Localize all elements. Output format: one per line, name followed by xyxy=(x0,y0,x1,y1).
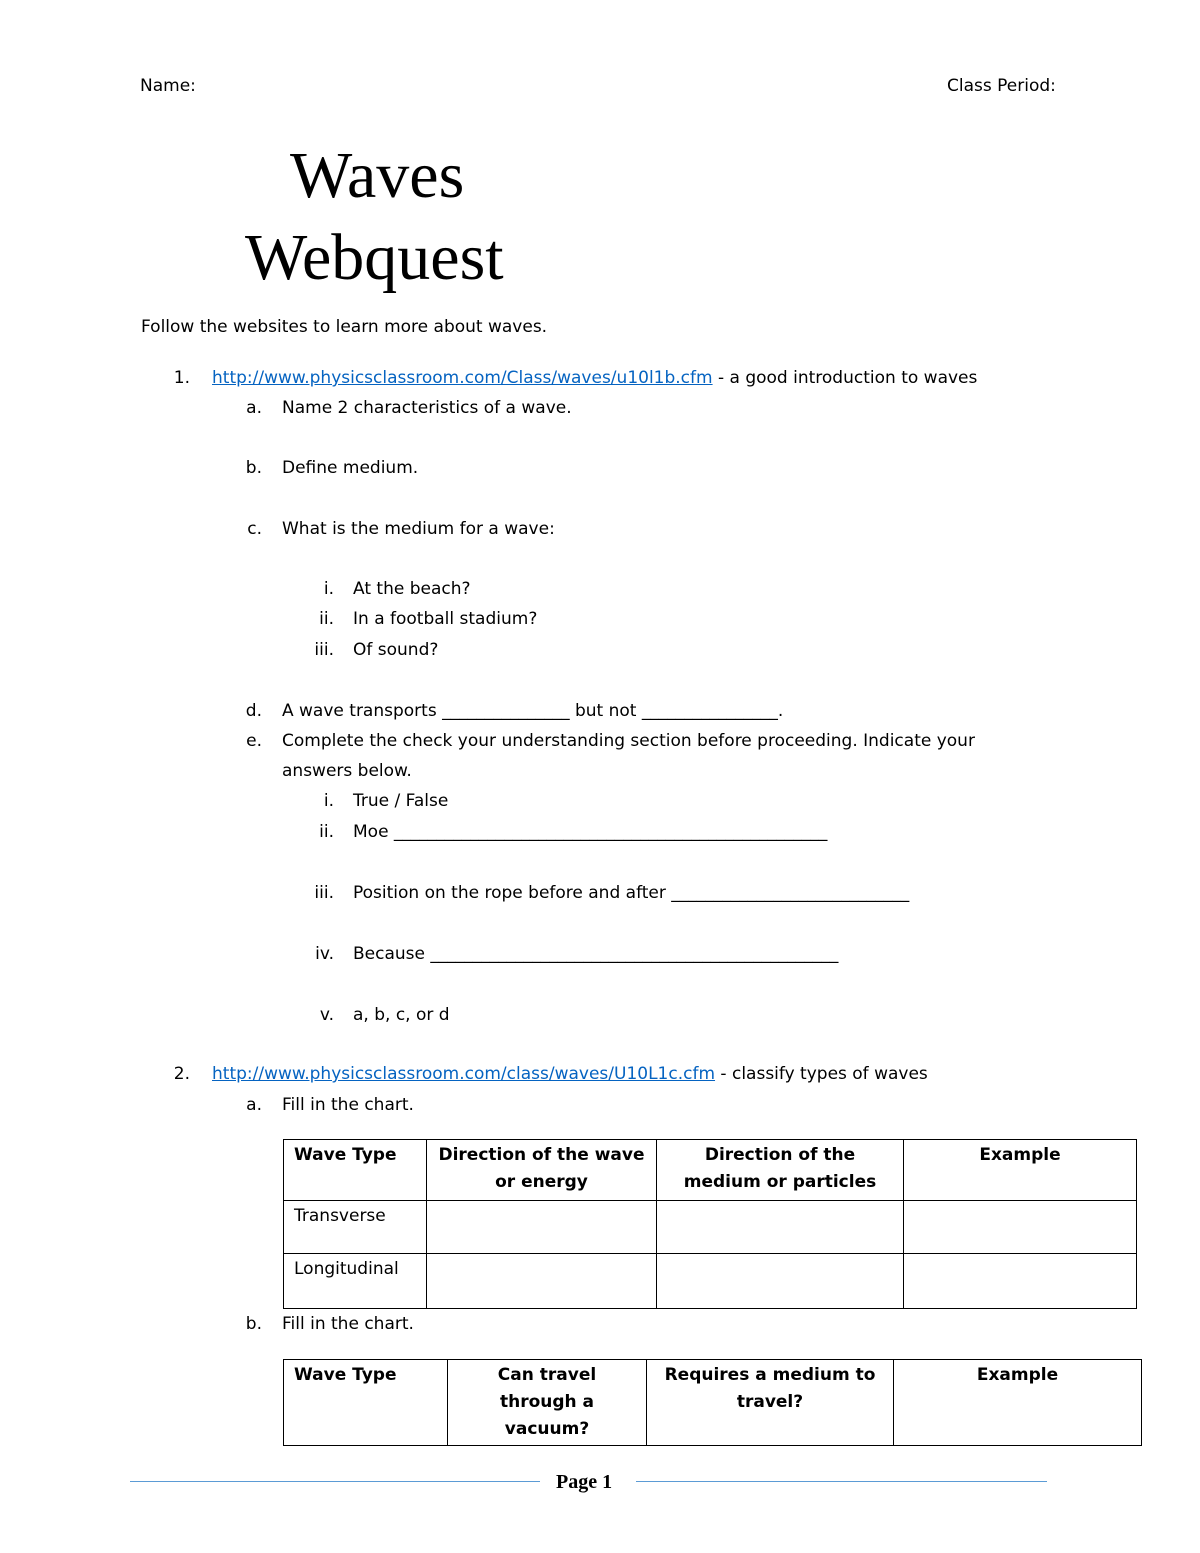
page-title-line2: Webquest xyxy=(245,221,504,294)
table1-cell-transverse-direction-medium[interactable] xyxy=(657,1201,904,1254)
q1e-ii-text: Moe ___________________________________________________ xyxy=(353,822,828,842)
q1e-iii-text: Position on the rope before and after ____________________________ xyxy=(353,883,910,903)
table1-cell-longitudinal-direction-medium[interactable] xyxy=(657,1254,904,1309)
q2b-text: Fill in the chart. xyxy=(282,1314,414,1334)
q1b-text: Define medium. xyxy=(282,458,419,478)
q1-marker: 1. xyxy=(173,368,190,388)
table1-header-direction-medium: Direction of the medium or particles xyxy=(657,1140,904,1201)
page-title-line1: Waves xyxy=(290,139,465,212)
q2-link[interactable]: http://www.physicsclassroom.com/class/waves/U10L1c.cfm xyxy=(212,1064,716,1084)
q1c-iii-marker: iii. xyxy=(314,640,334,660)
q1a-marker: a. xyxy=(246,398,262,418)
footer-rule-right xyxy=(636,1481,1047,1482)
q1e-iii-marker: iii. xyxy=(314,883,334,903)
q1e-i-text: True / False xyxy=(353,791,449,811)
intro-text: Follow the websites to learn more about waves. xyxy=(141,317,548,337)
q1e-iv-marker: iv. xyxy=(315,944,334,964)
q1c-ii-text: In a football stadium? xyxy=(353,609,538,629)
table-header-row xyxy=(284,1360,1142,1446)
q1c-i-text: At the beach? xyxy=(353,579,471,599)
q2a-text: Fill in the chart. xyxy=(282,1095,414,1115)
q1e-v-text: a, b, c, or d xyxy=(353,1005,450,1025)
q1c-iii-text: Of sound? xyxy=(353,640,439,660)
q1c-i-marker: i. xyxy=(323,579,334,599)
footer-rule-left xyxy=(130,1481,540,1482)
wave-medium-table xyxy=(283,1359,1142,1446)
table1-cell-transverse: Transverse xyxy=(284,1201,427,1254)
table1-cell-longitudinal-example[interactable] xyxy=(904,1254,1137,1309)
name-label: Name: xyxy=(140,76,196,96)
q1c-marker: c. xyxy=(247,519,262,539)
q1d-text: A wave transports _______________ but not ________________. xyxy=(282,701,784,721)
q1c-text: What is the medium for a wave: xyxy=(282,519,555,539)
q2-description: - classify types of waves xyxy=(715,1064,928,1084)
table-row xyxy=(284,1254,1137,1309)
q1e-iv-text: Because ________________________________________________ xyxy=(353,944,839,964)
class-period-label: Class Period: xyxy=(947,76,1056,96)
q1e-marker: e. xyxy=(246,731,262,751)
wave-type-direction-table xyxy=(283,1139,1137,1309)
q1-link[interactable]: http://www.physicsclassroom.com/Class/waves/u10l1b.cfm xyxy=(212,368,713,388)
q1b-marker: b. xyxy=(245,458,262,478)
page-number: Page 1 xyxy=(556,1471,613,1493)
q1e-text-line2: answers below. xyxy=(282,761,412,781)
q2a-marker: a. xyxy=(246,1095,262,1115)
table-row xyxy=(284,1201,1137,1254)
q1a-text: Name 2 characteristics of a wave. xyxy=(282,398,572,418)
q1-row xyxy=(212,367,977,389)
q2-row xyxy=(212,1063,928,1085)
table2-header-example: Example xyxy=(894,1360,1142,1446)
q1-description: - a good introduction to waves xyxy=(712,368,978,388)
q1e-v-marker: v. xyxy=(319,1005,334,1025)
table1-cell-longitudinal-direction-wave[interactable] xyxy=(427,1254,657,1309)
table2-header-requires-medium: Requires a medium to travel? xyxy=(647,1360,894,1446)
q1c-ii-marker: ii. xyxy=(319,609,334,629)
table1-header-example: Example xyxy=(904,1140,1137,1201)
table2-header-wave-type: Wave Type xyxy=(284,1360,448,1446)
q1e-text-line1: Complete the check your understanding section before proceeding. Indicate your xyxy=(282,731,975,751)
table2-header-vacuum: Can travel through a vacuum? xyxy=(448,1360,647,1446)
table1-cell-longitudinal: Longitudinal xyxy=(284,1254,427,1309)
table1-header-wave-type: Wave Type xyxy=(284,1140,427,1201)
table-header-row xyxy=(284,1140,1137,1201)
table1-cell-transverse-example[interactable] xyxy=(904,1201,1137,1254)
q2b-marker: b. xyxy=(245,1314,262,1334)
q1e-i-marker: i. xyxy=(323,791,334,811)
table1-cell-transverse-direction-wave[interactable] xyxy=(427,1201,657,1254)
q1e-ii-marker: ii. xyxy=(319,822,334,842)
q2-marker: 2. xyxy=(173,1064,190,1084)
table1-header-direction-wave: Direction of the wave or energy xyxy=(427,1140,657,1201)
q1d-marker: d. xyxy=(245,701,262,721)
